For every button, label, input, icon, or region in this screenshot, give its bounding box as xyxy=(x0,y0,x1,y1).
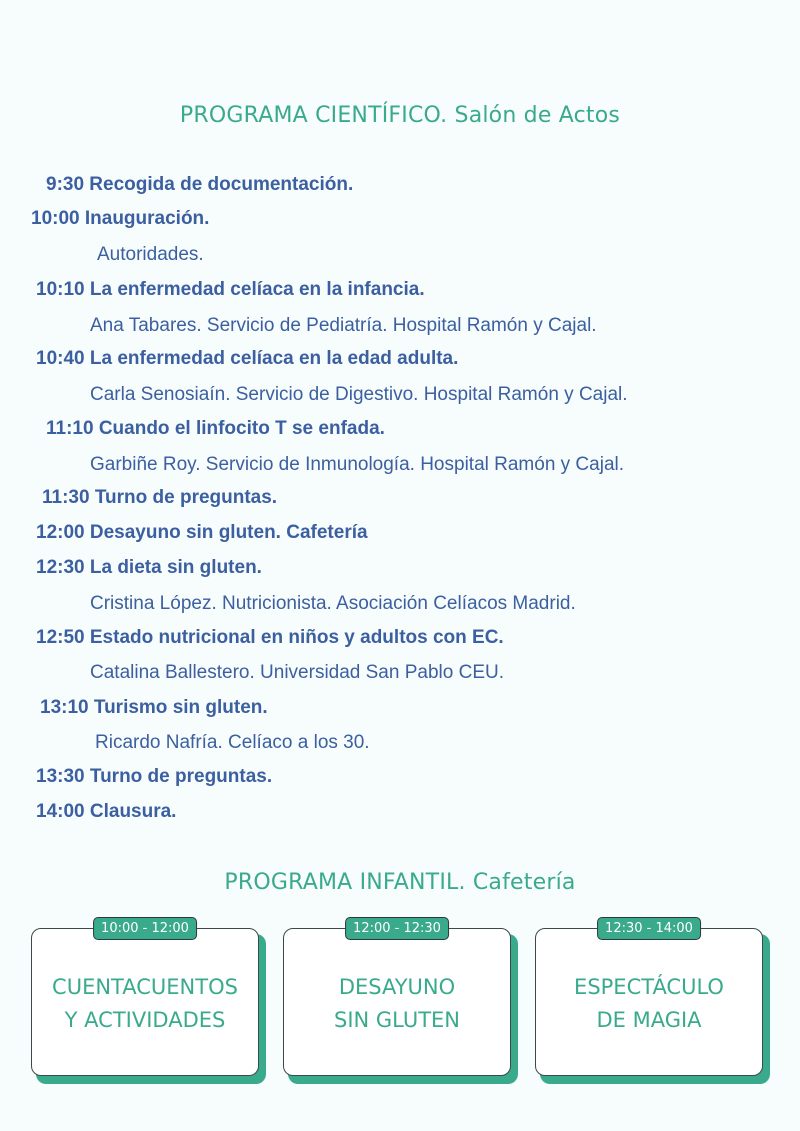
card-title xyxy=(52,967,238,1037)
card-title-line: Y ACTIVIDADES xyxy=(64,1008,226,1032)
activity-card-magic-show xyxy=(535,921,765,1080)
card-title xyxy=(334,967,460,1037)
program-item: 12:30 La dieta sin gluten. xyxy=(36,557,262,578)
program-item: 10:40 La enfermedad celíaca en la edad adulta. xyxy=(36,348,459,369)
activity-card-storytelling xyxy=(31,921,261,1080)
program-item: 11:30 Turno de preguntas. xyxy=(42,487,278,508)
card-body xyxy=(535,921,763,1076)
scientific-program-title: PROGRAMA CIENTÍFICO. Salón de Actos xyxy=(179,103,621,128)
program-speaker: Garbiñe Roy. Servicio de Inmunología. Hospital Ramón y Cajal. xyxy=(90,454,625,475)
time-badge: 12:30 - 14:00 xyxy=(597,917,701,940)
card-title-line: DE MAGIA xyxy=(596,1008,702,1032)
card-title-line: CUENTACUENTOS xyxy=(52,975,238,999)
card-title-line: DESAYUNO xyxy=(338,975,456,999)
program-item: 14:00 Clausura. xyxy=(36,801,177,822)
program-speaker: Catalina Ballestero. Universidad San Pablo CEU. xyxy=(90,662,504,683)
card-title xyxy=(574,967,724,1037)
card-body xyxy=(283,921,511,1076)
program-item: 13:10 Turismo sin gluten. xyxy=(40,697,268,718)
program-item: 11:10 Cuando el linfocito T se enfada. xyxy=(46,418,385,439)
activity-card-breakfast xyxy=(283,921,513,1080)
time-badge: 12:00 - 12:30 xyxy=(345,917,449,940)
program-speaker: Carla Senosiaín. Servicio de Digestivo. Hospital Ramón y Cajal. xyxy=(90,384,628,405)
program-item: 12:50 Estado nutricional en niños y adultos con EC. xyxy=(36,627,504,648)
card-body xyxy=(31,921,259,1076)
program-speaker: Ricardo Nafría. Celíaco a los 30. xyxy=(95,732,370,753)
program-item: 13:30 Turno de preguntas. xyxy=(36,766,273,787)
card-title-line: SIN GLUTEN xyxy=(333,1008,460,1032)
program-item: 12:00 Desayuno sin gluten. Cafetería xyxy=(36,522,368,543)
program-speaker: Cristina López. Nutricionista. Asociación Celíacos Madrid. xyxy=(90,593,576,614)
time-badge: 10:00 - 12:00 xyxy=(93,917,197,940)
card-title-line: ESPECTÁCULO xyxy=(574,975,724,999)
program-item: 10:00 Inauguración. xyxy=(31,208,210,229)
program-speaker: Ana Tabares. Servicio de Pediatría. Hospital Ramón y Cajal. xyxy=(90,315,597,336)
children-program-title: PROGRAMA INFANTIL. Cafetería xyxy=(224,870,576,895)
program-item: 10:10 La enfermedad celíaca en la infancia. xyxy=(36,279,425,300)
program-item: 9:30 Recogida de documentación. xyxy=(46,174,354,195)
program-speaker: Autoridades. xyxy=(97,244,204,265)
